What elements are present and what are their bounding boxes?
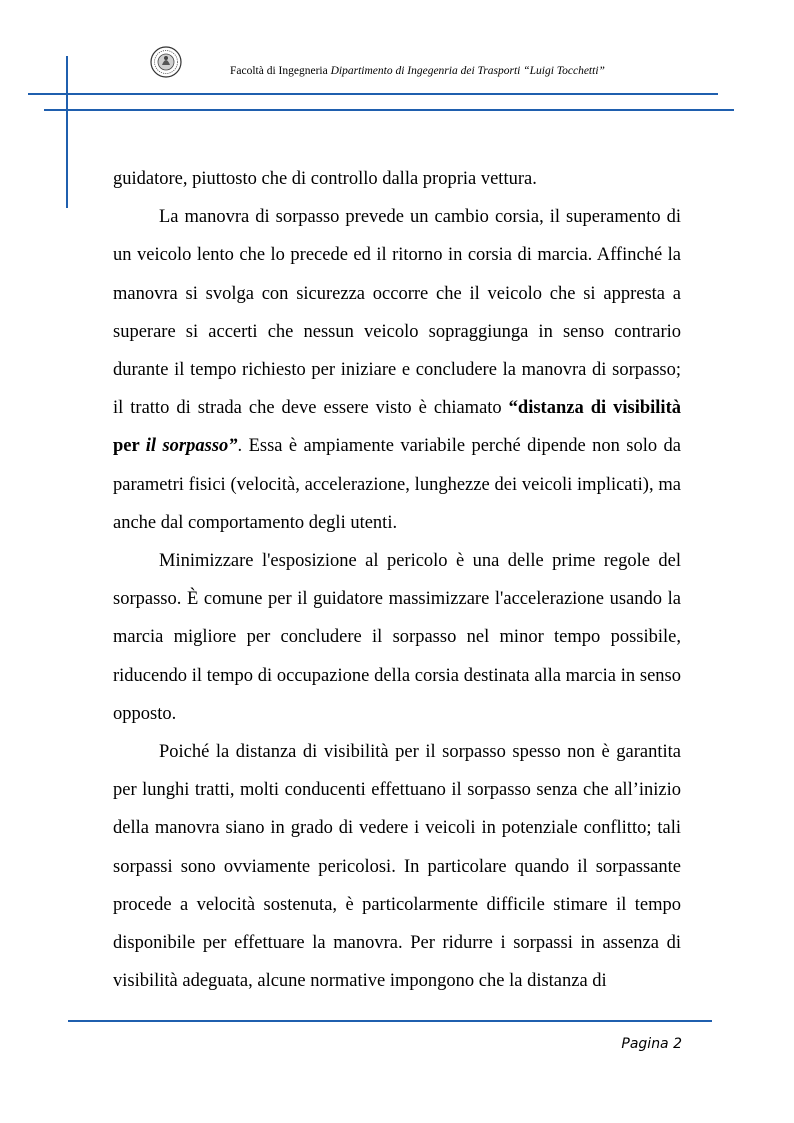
university-seal-icon <box>150 46 182 78</box>
page-body <box>113 160 681 1000</box>
paragraph-3: Minimizzare l'esposizione al pericolo è una delle prime regole del sorpasso. È comune per il guidatore massimizzare l'accelerazione usando la marcia migliore per concludere il sorpasso nel minor tempo possibile, riducendo il tempo di occupazione della corsia destinata alla marcia in senso opposto. <box>113 551 681 724</box>
header-vertical-rule <box>66 56 68 208</box>
paragraph-2 <box>113 198 681 542</box>
paragraph-2-text-start: La manovra di sorpasso prevede un cambio corsia, il superamento di un veicolo lento che lo precede ed il ritorno in corsia di marcia. Affinché la manovra si svolga con sicurezza occorre che il veicolo che si appresta a superare si accerti che nessun veicolo sopraggiunga in senso contrario durante il tempo richiesto per iniziare e concludere la manovra di sorpasso; il tratto di strada che deve essere visto è chiamato <box>113 207 681 419</box>
term-passing-sight-distance-b: il sorpasso” <box>145 436 238 457</box>
paragraph-2-text-end: . Essa è ampiamente variabile perché dipende non solo da parametri fisici (velocità, accelerazione, lunghezze dei veicoli implicati), ma anche dal comportamento degli utenti. <box>113 436 682 533</box>
header-rule-bottom <box>44 109 734 111</box>
footer-rule <box>68 1020 712 1022</box>
department-name: Dipartimento di Ingegenria dei Trasporti “Luigi Tocchetti” <box>330 65 605 77</box>
header-rule-top <box>28 93 718 95</box>
page-number: Pagina 2 <box>621 1036 682 1052</box>
header-title <box>230 65 700 77</box>
faculty-name: Facoltà di Ingegneria <box>230 65 328 77</box>
paragraph-4: Poiché la distanza di visibilità per il sorpasso spesso non è garantita per lunghi tratti, molti conducenti effettuano il sorpasso senza che all’inizio della manovra siano in grado di vedere i veicoli in potenziale conflitto; tali sorpassi sono ovviamente pericolosi. In particolare quando il sorpassante procede a velocità sostenuta, è particolarmente difficile stimare il tempo disponibile per effettuare la manovra. Per ridurre i sorpassi in assenza di visibilità adeguata, alcune normative impongono che la distanza di <box>113 742 681 992</box>
term-passing-sight-distance-a: “distanza di visibilità per <box>113 398 681 457</box>
paragraph-1: guidatore, piuttosto che di controllo dalla propria vettura. <box>113 169 537 189</box>
